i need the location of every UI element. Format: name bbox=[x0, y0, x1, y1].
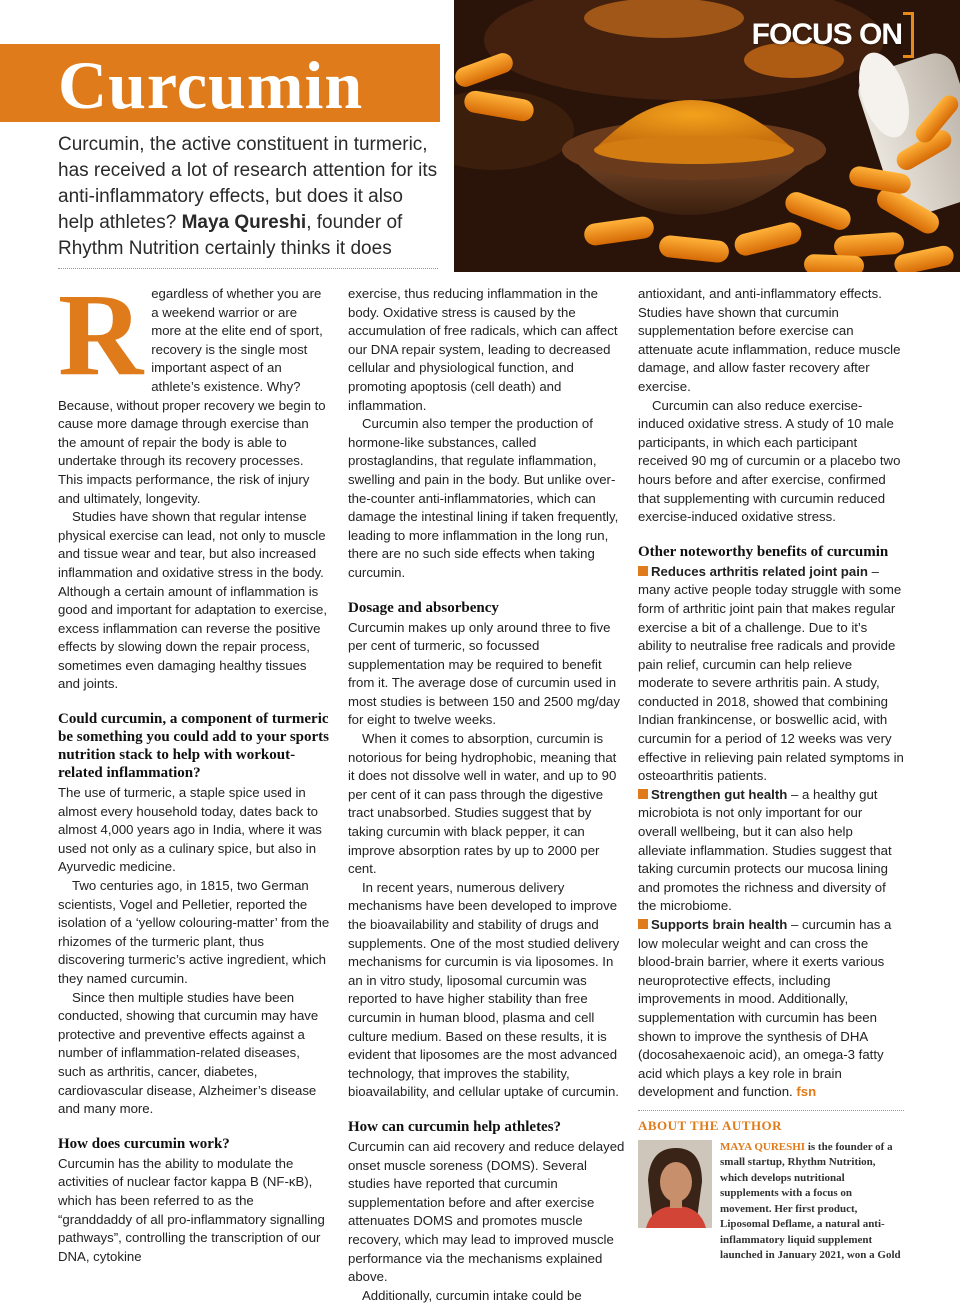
author-photo bbox=[638, 1140, 712, 1228]
paragraph: Curcumin also temper the production of hormone-like substances, called prostaglandins, that regulate inflammation, swelling and pain in the body. But unlike over-the-counter anti-inflammatories, which can damage the intestinal lining if taken frequently, leading to more inflammation in the long run, there are no such side effects when taking curcumin. bbox=[348, 416, 619, 580]
paragraph: exercise, thus reducing inflammation in the body. Oxidative stress is caused by the accumulation of free radicals, which can affect our DNA repair system, leading to decreased cellular and physiological function, and promoting apoptosis (cell death) and inflammation. bbox=[348, 286, 618, 413]
bullet-square-icon bbox=[638, 566, 648, 576]
benefit-item bbox=[638, 916, 904, 1102]
paragraph: Curcumin can aid recovery and reduce delayed onset muscle soreness (DOMS). Several studies have reported that curcumin supplementation before and after exercise attenuates DOMS and promotes muscle recovery, which may lead to improved muscle performance via the mechanisms explained above. bbox=[348, 1138, 625, 1285]
paragraph: Curcumin makes up only around three to five per cent of turmeric, so focussed supplementation may be required to benefit from it. The average dose of curcumin used in most studies is between 150 and 2500 mg/day for eight to twelve weeks. bbox=[348, 619, 620, 728]
paragraph: egardless of whether you are a weekend warrior or are more at the elite end of sport, recovery is the single most important aspect of an athlete’s existence. Why? Because, without proper recovery we begin to cause more damage through exercise than the amount of repair the body is able to undertake through its recovery processes. This impacts performance, the risk of injury and ultimately, longevity. bbox=[58, 286, 326, 506]
paragraph: Additionally, curcumin intake could be bbox=[362, 1287, 582, 1303]
author-bio-text: is the founder of a small startup, Rhythm Nutrition, which develops nutritional supplements with a focus on movement. Her first product, Liposomal Deflame, a natural anti-inflammatory liquid supplement launched in January 2021, won a Gold bbox=[720, 1140, 901, 1262]
subheading: How does curcumin work? bbox=[58, 1135, 230, 1152]
page-title: Curcumin bbox=[58, 47, 364, 123]
paragraph: The use of turmeric, a staple spice used in almost every household today, dates back to almost 4,000 years ago in India, where it was used not only as a culinary spice, but also in Ayurvedic medicine. bbox=[58, 785, 322, 875]
standfirst-post: , founder of Rhythm Nutrition certainly thinks it does bbox=[58, 212, 403, 259]
benefit-text: – a healthy gut microbiota is not only important for our overall wellbeing, but it can also help alleviate inflammation. Studies suggest that taking curcumin protects our mucosa lining and promotes the richness and diversity of the microbiome. bbox=[638, 786, 892, 914]
paragraph: Curcumin can also reduce exercise-induced oxidative stress. A study of 10 male participants, in which each participant received 90 mg of curcumin or a placebo two hours before and after exercise, confirmed that supplementing with curcumin reduced exercise-induced oxidative stress. bbox=[638, 397, 901, 525]
signoff-mark: fsn bbox=[796, 1084, 817, 1100]
section-bracket bbox=[903, 12, 914, 58]
subheading: How can curcumin help athletes? bbox=[348, 1118, 562, 1135]
paragraph: Two centuries ago, in 1815, two German scientists, Vogel and Pelletier, reported the isolation of a ‘yellow colouring-matter’ from the rhizomes of the turmeric plant, thus discovering turmeric’s active ingredient, which they named curcumin. bbox=[58, 878, 330, 986]
author-box bbox=[638, 1140, 904, 1264]
standfirst-pre: Curcumin, the active constituent in turmeric, has received a lot of research attention for its anti-inflammatory effects, but does it also help athletes? bbox=[58, 134, 438, 233]
paragraph: Since then multiple studies have been conducted, showing that curcumin may have protective and preventive effects against a number of inflammation-related diseases, such as arthritis, cancer, diabetes, cardiovascular disease, Alzheimer’s disease and many more. bbox=[58, 989, 319, 1117]
bullet-square-icon bbox=[638, 919, 648, 929]
author-portrait bbox=[638, 1140, 712, 1228]
subheading: Other noteworthy benefits of curcumin bbox=[638, 543, 889, 560]
benefit-title: Strengthen gut health bbox=[651, 786, 788, 802]
author-name: MAYA QURESHI bbox=[720, 1140, 806, 1153]
article-column-2 bbox=[348, 285, 626, 1305]
paragraph: When it comes to absorption, curcumin is notorious for being hydrophobic, meaning that it does not dissolve well in water, and up to 90 per cent of it can pass through the digestive tract unabsorbed. Studies suggest that by taking curcumin with black pepper, it can improve absorption rates by up to 2000 per cent. bbox=[348, 731, 617, 877]
author-heading: ABOUT THE AUTHOR bbox=[638, 1110, 904, 1136]
benefit-title: Supports brain health bbox=[651, 917, 788, 932]
benefit-text: – curcumin has a low molecular weight and can cross the blood-brain barrier, where it exerts various neuroprotective effects, including improvements in mood. Additionally, supplementation with curcumin has been shown to improve the synthesis of DHA (docosahexaenoic acid), an omega-3 fatty acid which plays a key role in brain development and function. bbox=[638, 917, 892, 1100]
drop-cap: R bbox=[58, 269, 144, 400]
paragraph: Curcumin has the ability to modulate the activities of nuclear factor kappa B (NF-κB), which has been referred to as the “granddaddy of all pro-inflammatory signalling pathways”, controlling the transcription of our DNA, cytokine bbox=[58, 1155, 325, 1264]
article-column-3 bbox=[638, 285, 904, 1264]
section-label: FOCUS ON bbox=[751, 18, 902, 51]
standfirst-author: Maya Qureshi bbox=[181, 212, 307, 233]
subheading: Dosage and absorbency bbox=[348, 599, 499, 616]
standfirst bbox=[58, 132, 438, 262]
bullet-square-icon bbox=[638, 789, 648, 799]
author-bio bbox=[720, 1140, 904, 1264]
paragraph: antioxidant, and anti-inflammatory effects. Studies have shown that curcumin supplementation before exercise can attenuate acute inflammation, reduce muscle damage, and allow faster recovery after exercise. bbox=[638, 286, 901, 394]
paragraph: In recent years, numerous delivery mechanisms have been developed to improve the bioavailability and stability of drugs and supplements. One of the most studied delivery mechanisms for curcumin is via liposomes. In an in vitro study, liposomal curcumin was reported to have higher stability than free curcumin in human blood, plasma and cell culture medium. Based on these results, it is evident that liposomes are the most advanced technology, that improves the stability, bioavailability, and cellular uptake of curcumin. bbox=[348, 879, 620, 1100]
article-column-1 bbox=[58, 269, 330, 1266]
benefit-item bbox=[638, 786, 904, 916]
benefit-title: Reduces arthritis related joint pain bbox=[651, 563, 868, 579]
subheading: Could curcumin, a component of turmeric be something you could add to your sports nutrition stack to help with workout-related inflammation? bbox=[58, 711, 330, 782]
paragraph: Studies have shown that regular intense physical exercise can lead, not only to muscle and tissue wear and tear, but also increased inflammation and oxidative stress in the body. Although a certain amount of inflammation is good and important for adaptation to exercise, excess inflammation can reverse the positive effects by slowing down the repair process, sometimes even damaging healthy tissues and joints. bbox=[58, 509, 328, 692]
benefit-text: – many active people today struggle with some form of arthritic joint pain that makes regular exercise a bit of a challenge. Due to it’s ability to neutralise free radicals and provide pain relief, curcumin can help relieve moderate to severe arthritis pain. A study, conducted in 2018, showed that combining Indian frankincense, or boswellic acid, with curcumin for a period of 12 weeks was very effective in relieving pain related symptoms in osteoarthritis patients. bbox=[638, 563, 904, 784]
benefit-item bbox=[638, 563, 904, 786]
